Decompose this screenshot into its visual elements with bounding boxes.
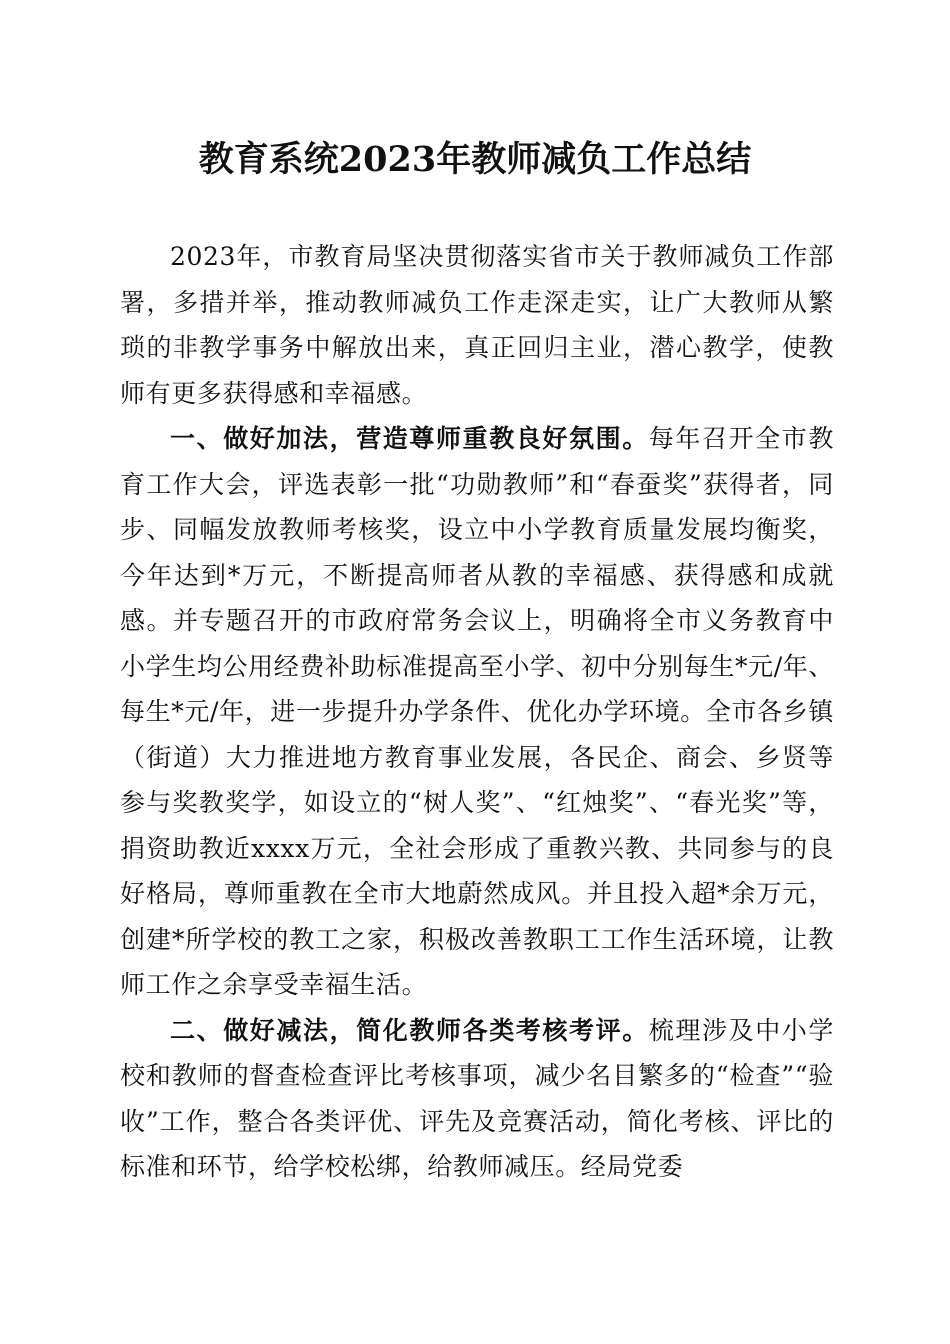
intro-paragraph [120, 234, 834, 416]
section-2-paragraph [120, 1008, 834, 1190]
section-1-heading: 一、做好加法，营造尊师重教良好氛围。 [170, 424, 649, 453]
paragraph-text: 每年召开全市教育工作大会，评选表彰一批“功勋教师”和“春蚕奖”获得者，同步、同幅发放教师考核奖，设立中小学教育质量发展均衡奖，今年达到*万元，不断提高师者从教的幸福感、获得感和成就感。并专题召开的市政府常务会议上，明确将全市义务教育中小学生均公用经费补助标准提高至小学、初中分别每生*元/年、每生*元/年，进一步提升办学条件、优化办学环境。全市各乡镇（街道）大力推进地方教育事业发展，各民企、商会、乡贤等参与奖教奖学，如设立的“树人奖”、“红烛奖”、“春光奖”等，捐资助教近xxxx万元，全社会形成了重教兴教、共同参与的良好格局，尊师重教在全市大地蔚然成风。并且投入超*余万元，创建*所学校的教工之家，积极改善教职工工作生活环境，让教师工作之余享受幸福生活。 [120, 424, 834, 999]
document-body [120, 234, 834, 1190]
section-2-heading: 二、做好减法，简化教师各类考核考评。 [170, 1015, 649, 1045]
section-1-paragraph [120, 416, 834, 1008]
document-title: 教育系统2023年教师减负工作总结 [198, 139, 752, 180]
paragraph-text: 2023年，市教育局坚决贯彻落实省市关于教师减负工作部署，多措并举，推动教师减负工作走深走实，让广大教师从繁琐的非教学事务中解放出来，真正回归主业，潜心教学，使教师有更多获得感和幸福感。 [120, 242, 834, 408]
paragraph-text: 梳理涉及中小学校和教师的督查检查评比考核事项，减少名目繁多的“检查”“验收”工作，整合各类评优、评先及竞赛活动，简化考核、评比的标准和环节，给学校松绑，给教师减压。经局党委 [120, 1015, 834, 1181]
